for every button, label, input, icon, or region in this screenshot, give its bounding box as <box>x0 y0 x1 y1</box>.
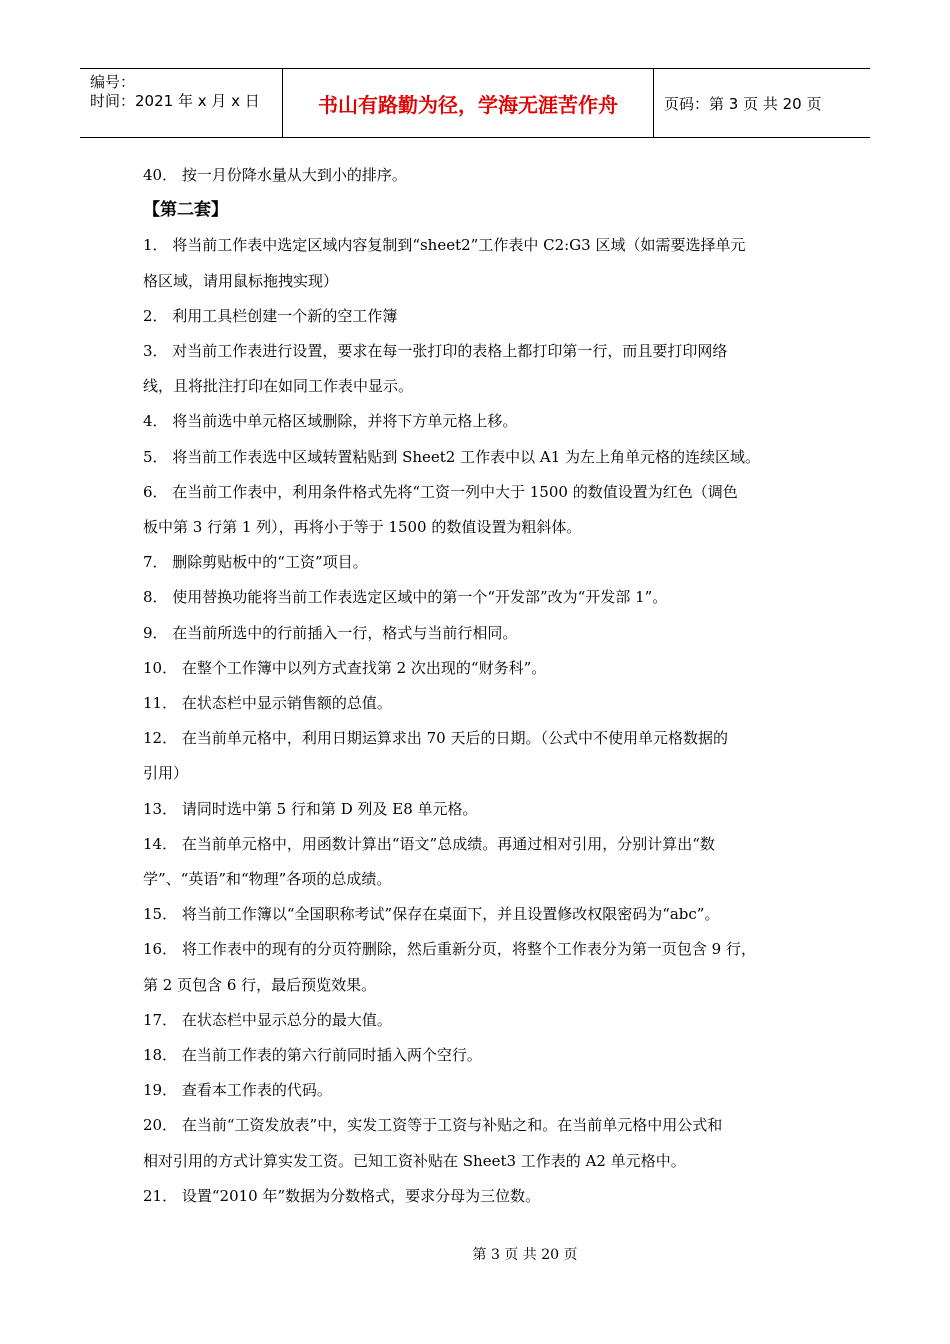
text-line: 17． 在状态栏中显示总分的最大值。 <box>143 1010 392 1029</box>
text-line: 5． 将当前工作表选中区域转置粘贴到 Sheet2 工作表中以 A1 为左上角单元格的连续区域。 <box>143 447 761 466</box>
text-line: 1． 将当前工作表中选定区域内容复制到“sheet2”工作表中 C2:G3 区域（如需要选择单元 <box>143 236 746 255</box>
text-line: 16． 将工作表中的现有的分页符删除，然后重新分页，将整个工作表分为第一页包含 9 行， <box>143 940 756 959</box>
text-line: 8． 使用替换功能将当前工作表选定区域中的第一个“开发部”改为“开发部 1”。 <box>143 588 668 607</box>
footer-page-number: 第 3 页 共 20 页 <box>472 1247 578 1263</box>
text-line: 线，且将批注打印在如同工作表中显示。 <box>143 377 414 396</box>
text-line: 2． 利用工具栏创建一个新的空工作簿 <box>143 306 398 325</box>
text-line: 6． 在当前工作表中，利用条件格式先将“工资一列中大于 1500 的数值设置为红色（调色 <box>143 482 738 501</box>
text-line: 15． 将当前工作簿以“全国职称考试”保存在桌面下，并且设置修改权限密码为“abc”。 <box>143 905 720 924</box>
text-line: 9． 在当前所选中的行前插入一行，格式与当前行相同。 <box>143 623 518 642</box>
text-line: 20． 在当前“工资发放表”中，实发工资等于工资与补贴之和。在当前单元格中用公式和 <box>143 1116 723 1135</box>
header-motto: 书山有路勤为径，学海无涯苦作舟 <box>283 69 654 137</box>
text-line: 相对引用的方式计算实发工资。已知工资补贴在 Sheet3 工作表的 A2 单元格中。 <box>143 1151 686 1170</box>
text-line: 18． 在当前工作表的第六行前同时插入两个空行。 <box>143 1046 482 1065</box>
text-line: 引用） <box>143 764 189 783</box>
text-line: 7． 删除剪贴板中的“工资”项目。 <box>143 553 368 572</box>
text-line: 第 2 页包含 6 行，最后预览效果。 <box>143 975 377 994</box>
page-footer <box>0 1244 950 1264</box>
header-meta <box>80 69 283 137</box>
text-line: 4． 将当前选中单元格区域删除，并将下方单元格上移。 <box>143 412 518 431</box>
text-line: 19． 查看本工作表的代码。 <box>143 1081 332 1100</box>
document-body <box>143 158 818 1214</box>
text-line: 学”、“英语”和“物理”各项的总成绩。 <box>143 870 392 889</box>
text-line: 11． 在状态栏中显示销售额的总值。 <box>143 694 392 713</box>
text-line: 40． 按一月份降水量从大到小的排序。 <box>143 166 407 184</box>
number-label: 编号： <box>90 73 136 91</box>
text-line: 3． 对当前工作表进行设置，要求在每一张打印的表格上都打印第一行，而且要打印网络 <box>143 342 728 361</box>
text-line: 12． 在当前单元格中，利用日期运算求出 70 天后的日期。（公式中不使用单元格数据的 <box>143 729 728 748</box>
text-line: 21． 设置“2010 年”数据为分数格式，要求分母为三位数。 <box>143 1186 541 1205</box>
text-line: 14． 在当前单元格中，用函数计算出“语文”总成绩。再通过相对引用，分别计算出“数 <box>143 834 715 853</box>
text-line: 13． 请同时选中第 5 行和第 D 列及 E8 单元格。 <box>143 799 478 818</box>
header-page-label: 页码：第 3 页 共 20 页 <box>664 94 822 113</box>
text-line: 格区域，请用鼠标拖拽实现） <box>143 271 339 290</box>
date-label: 时间：2021 年 x 月 x 日 <box>90 92 260 110</box>
page-header <box>80 68 870 138</box>
text-line: 板中第 3 行第 1 列），再将小于等于 1500 的数值设置为粗斜体。 <box>143 518 582 537</box>
section-heading: 【第二套】 <box>143 200 228 221</box>
text-line: 10． 在整个工作簿中以列方式查找第 2 次出现的“财务科”。 <box>143 658 547 677</box>
